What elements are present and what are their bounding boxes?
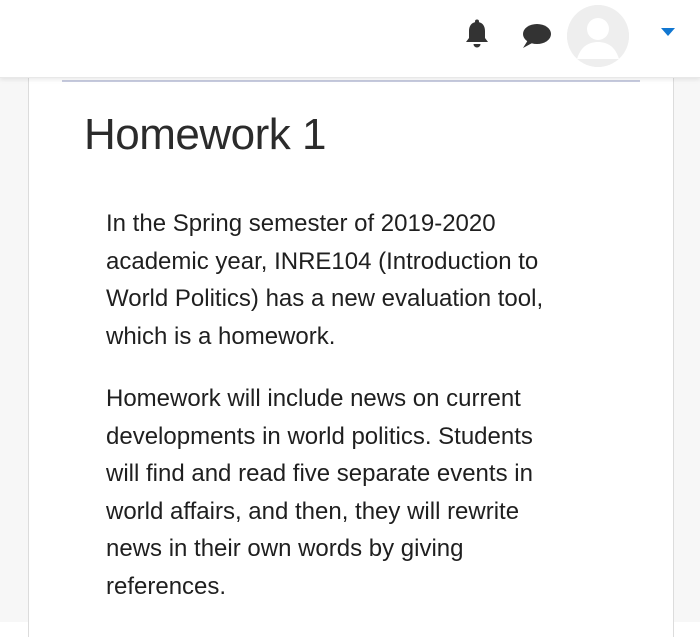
text-line: developments in world politics. Students [106, 422, 533, 450]
text-line: references. [106, 572, 227, 600]
text-line: which is a homework. [106, 322, 336, 350]
text-line: In the Spring semester of 2019-2020 [106, 210, 496, 237]
chat-bubble-icon[interactable] [520, 22, 552, 50]
top-navigation-bar [0, 0, 700, 78]
bell-icon[interactable] [463, 19, 491, 49]
text-line: will find and read five separate events in [106, 460, 533, 487]
text-line: World Politics) has a new evaluation tool, [106, 285, 544, 312]
intro-paragraph [106, 205, 626, 355]
text-line: Homework will include news on current [106, 385, 521, 412]
text-line: news in their own words by giving [106, 535, 464, 562]
text-line: academic year, INRE104 (Introduction to [106, 247, 539, 275]
user-avatar[interactable] [567, 5, 629, 67]
caret-down-icon[interactable] [660, 27, 676, 37]
user-placeholder-icon [567, 5, 629, 67]
page-title: Homework 1 [84, 110, 326, 159]
card-divider [62, 80, 640, 82]
text-line: world affairs, and then, they will rewrite [106, 497, 520, 525]
details-paragraph [106, 380, 626, 605]
